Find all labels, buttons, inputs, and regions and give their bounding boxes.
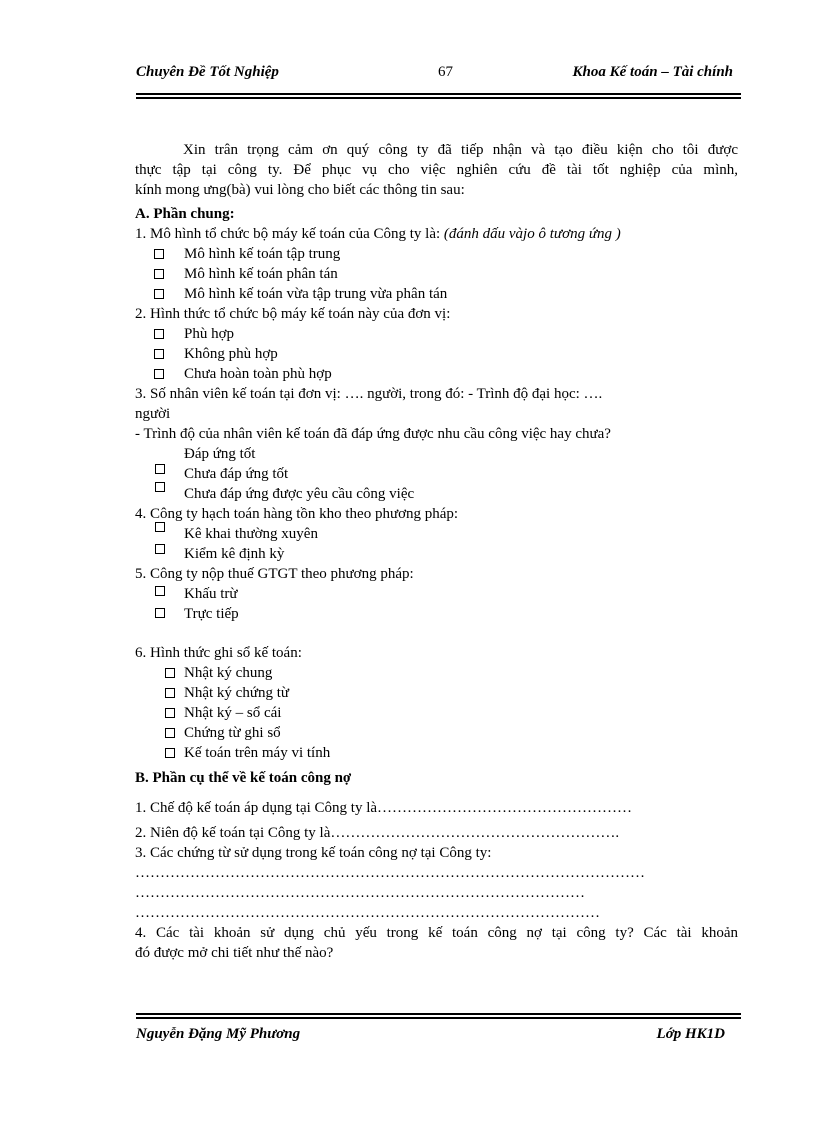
class-label: Lớp HK1D bbox=[656, 1026, 725, 1042]
answer-dots[interactable]: ……………………………………………………………………………… bbox=[135, 885, 585, 901]
option-row[interactable] bbox=[135, 524, 738, 544]
question-4: 4. Công ty hạch toán hàng tồn kho theo phương pháp: bbox=[135, 506, 459, 522]
footer-rule-bottom bbox=[136, 1017, 741, 1019]
checkbox[interactable] bbox=[155, 608, 165, 618]
option-row[interactable] bbox=[135, 584, 738, 604]
option-row[interactable] bbox=[135, 444, 738, 464]
checkbox[interactable] bbox=[165, 728, 175, 738]
page-footer bbox=[136, 1026, 741, 1048]
question-1 bbox=[135, 224, 738, 244]
section-b-question-4-cont: đó được mở chi tiết như thế nào? bbox=[135, 945, 334, 961]
option-label: Chưa đáp ứng được yêu cầu công việc bbox=[184, 486, 415, 502]
footer-rule-top bbox=[136, 1013, 741, 1015]
intro-line: kính mong ưng(bà) vui lòng cho biết các thông tin sau: bbox=[135, 182, 465, 198]
checkbox[interactable] bbox=[155, 482, 165, 492]
question-6: 6. Hình thức ghi sổ kế toán: bbox=[135, 645, 302, 661]
option-label: Phù hợp bbox=[184, 326, 235, 342]
option-row[interactable] bbox=[135, 743, 738, 763]
section-b-question-1: 1. Chế độ kế toán áp dụng tại Công ty là…………………………………………… bbox=[135, 800, 633, 816]
option-row[interactable] bbox=[135, 604, 738, 624]
option-label: Kê khai thường xuyên bbox=[184, 526, 318, 542]
intro-line: thực tập tại công ty. Để phục vụ cho việc nghiên cứu đề tài tốt nghiệp của mình, bbox=[135, 162, 738, 178]
header-rule-top bbox=[136, 93, 741, 95]
option-row[interactable] bbox=[135, 484, 738, 504]
page-number: 67 bbox=[438, 64, 453, 80]
intro-line: Xin trân trọng cảm ơn quý công ty đã tiếp nhận và tạo điều kiện cho tôi được bbox=[183, 142, 738, 158]
checkbox[interactable] bbox=[154, 329, 164, 339]
option-label: Không phù hợp bbox=[184, 346, 278, 362]
question-5: 5. Công ty nộp thuế GTGT theo phương pháp: bbox=[135, 566, 414, 582]
question-3: 3. Số nhân viên kế toán tại đơn vị: …. người, trong đó: - Trình độ đại học: …. bbox=[135, 386, 603, 402]
section-b-question-2: 2. Niên độ kế toán tại Công ty là…………………………………………………. bbox=[135, 825, 620, 841]
option-row[interactable] bbox=[135, 344, 738, 364]
option-label: Nhật ký chung bbox=[184, 665, 273, 681]
checkbox[interactable] bbox=[154, 289, 164, 299]
checkbox[interactable] bbox=[154, 269, 164, 279]
question-1-text: 1. Mô hình tổ chức bộ máy kế toán của Công ty là: bbox=[135, 226, 444, 242]
answer-dots[interactable]: ………………………………………………………………………………… bbox=[135, 905, 600, 921]
document-body bbox=[135, 140, 738, 963]
option-label: Kế toán trên máy vi tính bbox=[184, 745, 331, 761]
section-b-title: B. Phần cụ thể về kế toán công nợ bbox=[135, 770, 352, 786]
checkbox[interactable] bbox=[155, 522, 165, 532]
option-row[interactable] bbox=[135, 703, 738, 723]
option-row[interactable] bbox=[135, 284, 738, 304]
option-row[interactable] bbox=[135, 544, 738, 564]
question-3-sub: - Trình độ của nhân viên kế toán đã đáp ứng được nhu cầu công việc hay chưa? bbox=[135, 426, 611, 442]
option-label: Mô hình kế toán phân tán bbox=[184, 266, 338, 282]
question-1-note: (đánh dấu vàjo ô tương ứng ) bbox=[443, 226, 621, 242]
option-row[interactable] bbox=[135, 324, 738, 344]
checkbox[interactable] bbox=[155, 544, 165, 554]
checkbox[interactable] bbox=[165, 748, 175, 758]
header-department: Khoa Kế toán – Tài chính bbox=[572, 64, 733, 80]
option-row[interactable] bbox=[135, 663, 738, 683]
header-title: Chuyên Đề Tốt Nghiệp bbox=[136, 64, 279, 80]
option-label: Nhật ký chứng từ bbox=[184, 685, 289, 701]
option-label: Mô hình kế toán tập trung bbox=[184, 246, 341, 262]
option-row[interactable] bbox=[135, 264, 738, 284]
checkbox[interactable] bbox=[165, 668, 175, 678]
option-row[interactable] bbox=[135, 244, 738, 264]
checkbox[interactable] bbox=[155, 464, 165, 474]
option-row[interactable] bbox=[135, 464, 738, 484]
option-label: Khấu trừ bbox=[184, 586, 238, 602]
section-b-question-3: 3. Các chứng từ sử dụng trong kế toán công nợ tại Công ty: bbox=[135, 845, 492, 861]
option-label: Đáp ứng tốt bbox=[184, 446, 256, 462]
checkbox[interactable] bbox=[154, 349, 164, 359]
question-2: 2. Hình thức tổ chức bộ máy kế toán này của đơn vị: bbox=[135, 306, 451, 322]
option-label: Trực tiếp bbox=[184, 606, 239, 622]
checkbox[interactable] bbox=[165, 708, 175, 718]
option-row[interactable] bbox=[135, 723, 738, 743]
option-row[interactable] bbox=[135, 683, 738, 703]
option-label: Chưa đáp ứng tốt bbox=[184, 466, 289, 482]
option-label: Kiểm kê định kỳ bbox=[184, 546, 285, 562]
section-a-title: A. Phần chung: bbox=[135, 206, 235, 222]
option-label: Chưa hoàn toàn phù hợp bbox=[184, 366, 332, 382]
option-label: Nhật ký – sổ cái bbox=[184, 705, 282, 721]
page-header bbox=[136, 64, 741, 86]
checkbox[interactable] bbox=[154, 369, 164, 379]
option-row[interactable] bbox=[135, 364, 738, 384]
checkbox[interactable] bbox=[165, 688, 175, 698]
author-name: Nguyễn Đặng Mỹ Phương bbox=[136, 1026, 301, 1042]
question-3-cont: người bbox=[135, 406, 171, 422]
answer-dots[interactable]: ………………………………………………………………………………………… bbox=[135, 865, 645, 881]
option-label: Mô hình kế toán vừa tập trung vừa phân tán bbox=[184, 286, 448, 302]
section-b-question-4: 4. Các tài khoản sử dụng chủ yếu trong kế toán công nợ tại công ty? Các tài khoản bbox=[135, 925, 738, 941]
checkbox[interactable] bbox=[155, 586, 165, 596]
header-rule-bottom bbox=[136, 97, 741, 99]
option-label: Chứng từ ghi sổ bbox=[184, 725, 281, 741]
checkbox[interactable] bbox=[154, 249, 164, 259]
